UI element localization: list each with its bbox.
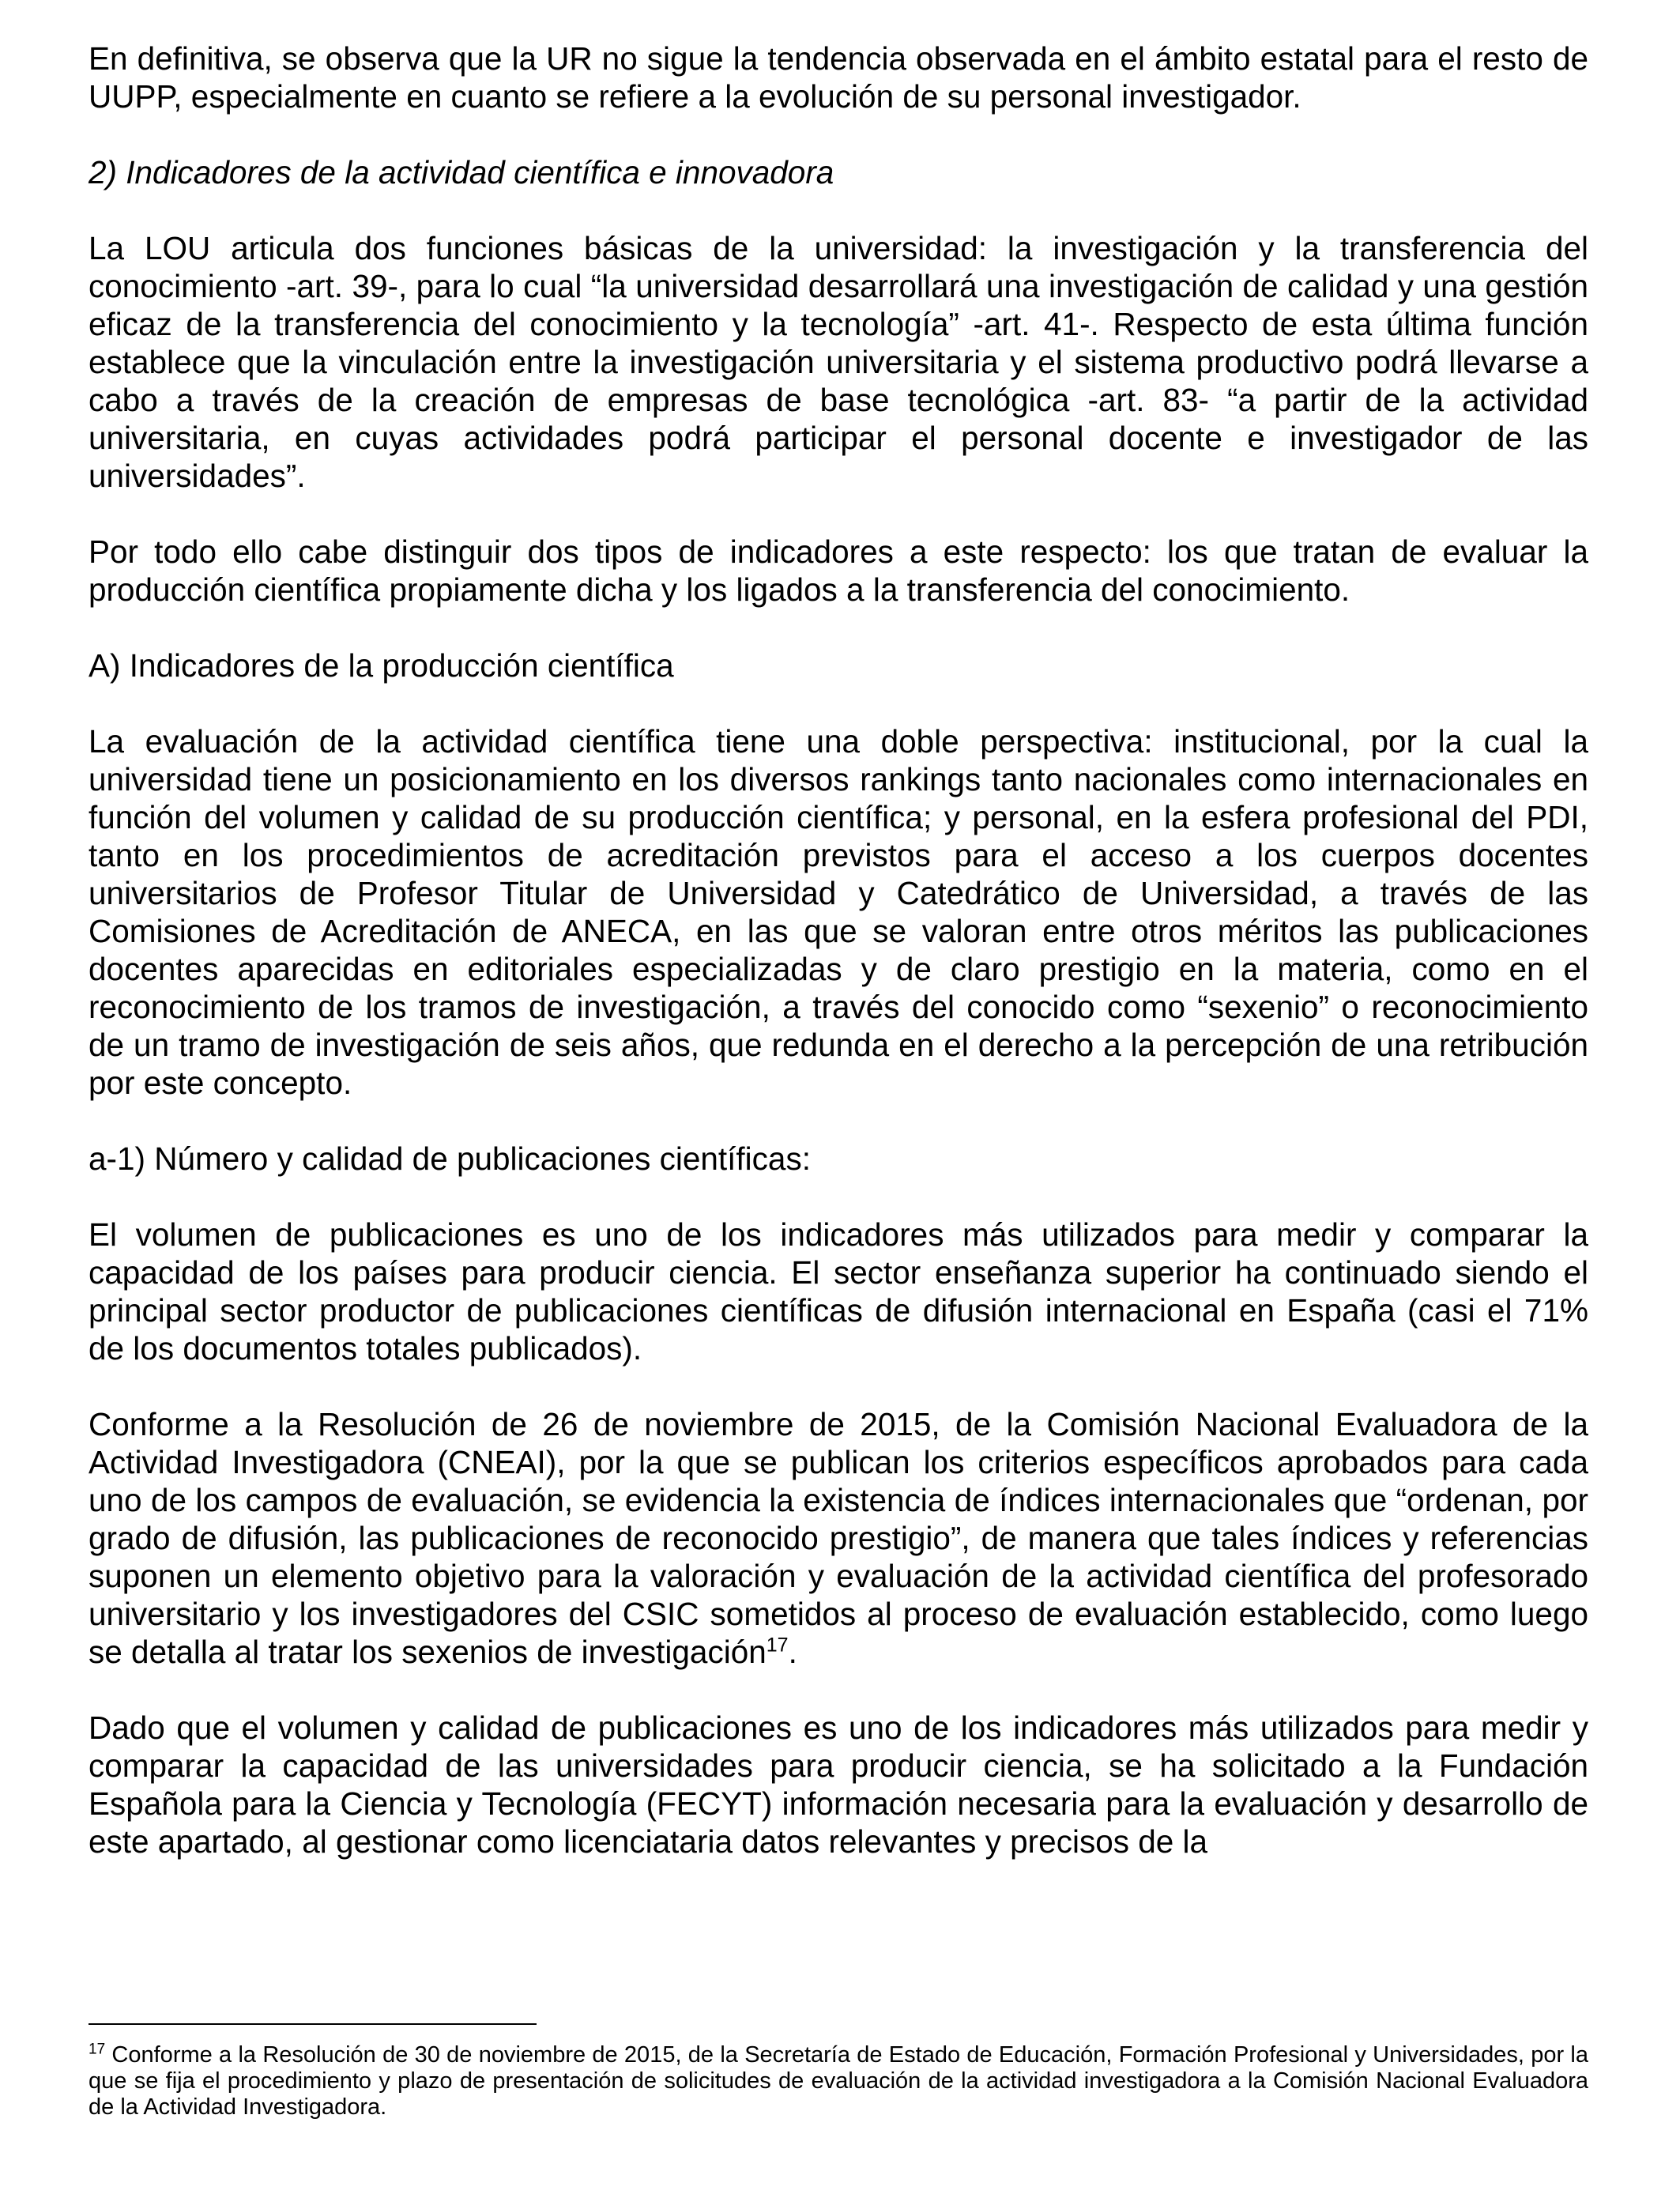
subsection-heading-publications: a-1) Número y calidad de publicaciones científicas: xyxy=(89,1140,811,1177)
footnote-separator xyxy=(89,2023,537,2025)
paragraph-lou: La LOU articula dos funciones básicas de la universidad: la investigación y la transferencia del conocimiento -art. 39-, para lo cual “la universidad desarrollará una investigación de calidad y una gestión eficaz de la transferencia del conocimiento y la tecnología” -art. 41-. Respecto de esta última función establece que la vinculación entre la investigación universitaria y el sistema productivo podrá llevarse a cabo a través de la creación de empresas de base tecnológica -art. 83- “a partir de la actividad universitaria, en cuyas actividades podrá participar el personal docente e investigador de las universidades”. xyxy=(89,230,1588,494)
footnote-text: Conforme a la Resolución de 30 de noviembre de 2015, de la Secretaría de Estado de Educación, Formación Profesional y Universidades, por la que se fija el procedimiento y plazo de presentación de solicitudes de evaluación de la actividad investigadora a la Comisión Nacional Evaluadora de la Actividad Investigadora. xyxy=(89,2042,1588,2120)
paragraph-cneai xyxy=(89,1405,1588,1671)
subsection-heading-production: A) Indicadores de la producción científica xyxy=(89,647,674,684)
paragraph-volume: El volumen de publicaciones es uno de los indicadores más utilizados para medir y comparar la capacidad de los países para producir ciencia. El sector enseñanza superior ha continuado siendo el principal sector productor de publicaciones científicas de difusión internacional en España (casi el 71% de los documentos totales publicados). xyxy=(89,1216,1588,1367)
paragraph-fecyt: Dado que el volumen y calidad de publicaciones es uno de los indicadores más utilizados para medir y comparar la capacidad de las universidades para producir ciencia, se ha solicitado a la Fundación Española para la Ciencia y Tecnología (FECYT) información necesaria para la evaluación y desarrollo de este apartado, al gestionar como licenciataria datos relevantes y precisos de la xyxy=(89,1710,1588,1860)
document-body xyxy=(89,40,1588,1860)
paragraph-conclusion: En definitiva, se observa que la UR no sigue la tendencia observada en el ámbito estatal para el resto de UUPP, especialmente en cuanto se refiere a la evolución de su personal investigador. xyxy=(89,40,1588,115)
footnote-17 xyxy=(89,2042,1588,2120)
paragraph-evaluation: La evaluación de la actividad científica tiene una doble perspectiva: institucional, por la cual la universidad tiene un posicionamiento en los diversos rankings tanto nacionales como internacionales en función del volumen y calidad de su producción científica; y personal, en la esfera profesional del PDI, tanto en los procedimientos de acreditación previstos para el acceso a los cuerpos docentes universitarios de Profesor Titular de Universidad y Catedrático de Universidad, a través de las Comisiones de Acreditación de ANECA, en las que se valoran entre otros méritos las publicaciones docentes aparecidas en editoriales especializadas y de claro prestigio en la materia, como en el reconocimiento de los tramos de investigación, a través del conocido como “sexenio” o reconocimiento de un tramo de investigación de seis años, que redunda en el derecho a la percepción de una retribución por este concepto. xyxy=(89,723,1588,1101)
paragraph-cneai-end: . xyxy=(788,1634,797,1670)
section-heading-indicators: 2) Indicadores de la actividad científica e innovadora xyxy=(89,154,834,190)
footnote-reference[interactable]: 17 xyxy=(766,1634,789,1657)
paragraph-indicator-types: Por todo ello cabe distinguir dos tipos de indicadores a este respecto: los que tratan de evaluar la producción científica propiamente dicha y los ligados a la transferencia del conocimiento. xyxy=(89,533,1588,608)
paragraph-cneai-text: Conforme a la Resolución de 26 de noviembre de 2015, de la Comisión Nacional Evaluadora de la Actividad Investigadora (CNEAI), por la que se publican los criterios específicos aprobados para cada uno de los campos de evaluación, se evidencia la existencia de índices internacionales que “ordenan, por grado de difusión, las publicaciones de reconocido prestigio”, de manera que tales índices y referencias suponen un elemento objetivo para la valoración y evaluación de la actividad científica del profesorado universitario y los investigadores del CSIC sometidos al proceso de evaluación establecido, como luego se detalla al tratar los sexenios de investigación xyxy=(89,1406,1588,1670)
footnote-number: 17 xyxy=(89,2041,106,2058)
